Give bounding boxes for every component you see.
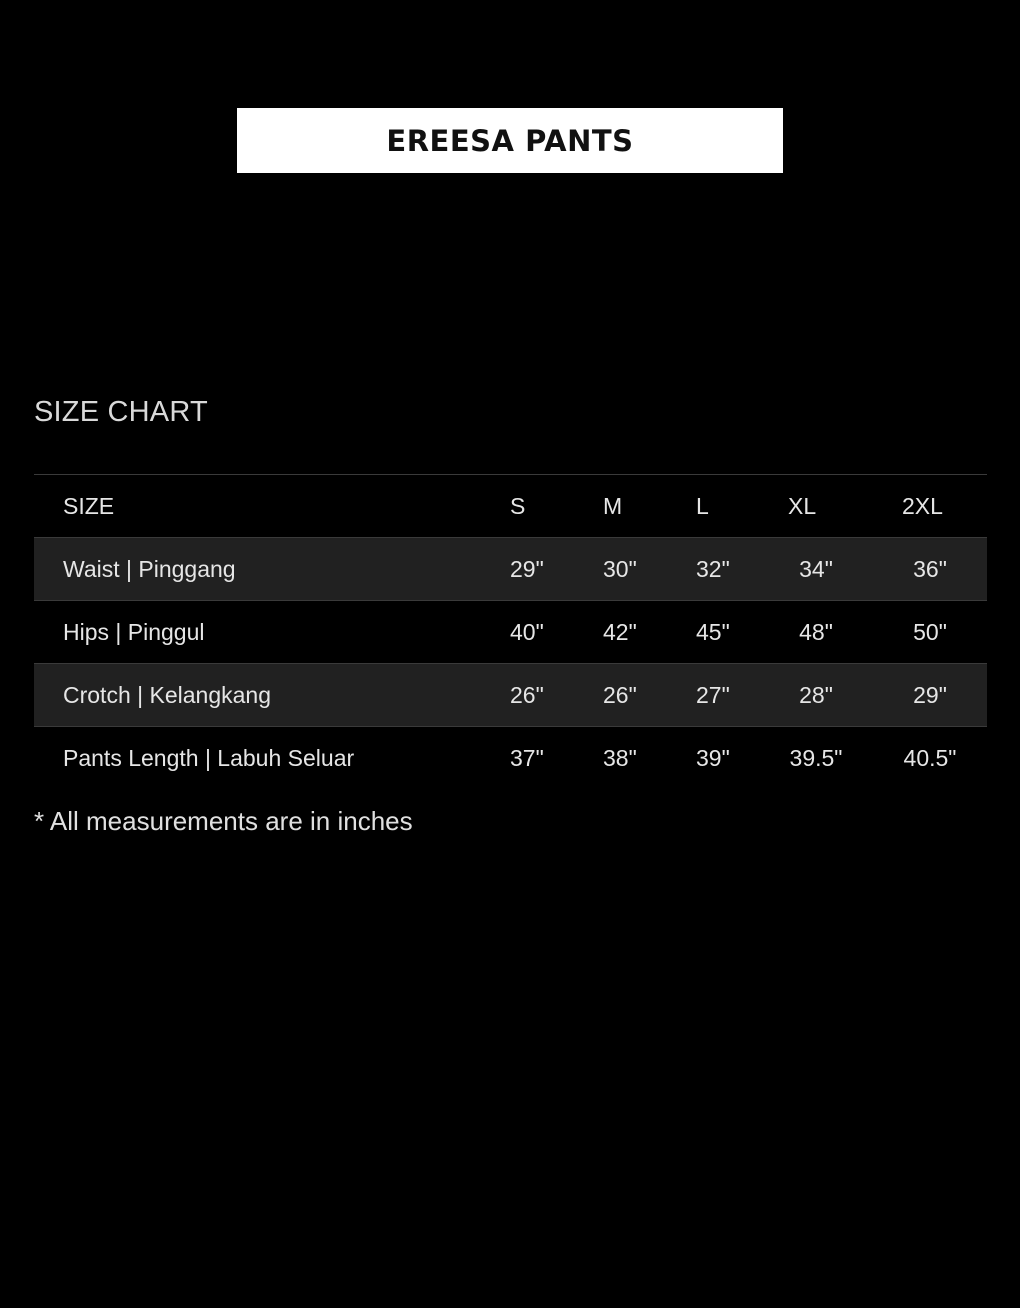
header-xl: XL	[788, 493, 817, 519]
header-m: M	[603, 493, 623, 519]
header-2xl: 2XL	[902, 493, 943, 519]
cell-l: 32"	[696, 556, 730, 582]
measurement-footnote: * All measurements are in inches	[34, 806, 413, 836]
cell-l: 27"	[696, 682, 730, 708]
cell-xl: 48"	[799, 619, 833, 645]
cell-xl: 28"	[799, 682, 833, 708]
page-title: EREESA PANTS	[386, 123, 634, 158]
cell-xl: 34"	[799, 556, 833, 582]
row-label: Waist | Pinggang	[63, 556, 236, 582]
cell-xl: 39.5"	[789, 745, 843, 771]
title-banner	[237, 108, 783, 173]
cell-m: 30"	[603, 556, 637, 582]
header-size: SIZE	[63, 493, 115, 519]
row-label: Crotch | Kelangkang	[63, 682, 271, 708]
table-header-row	[34, 475, 987, 538]
header-s: S	[510, 493, 526, 519]
header-l: L	[696, 493, 709, 519]
cell-s: 29"	[510, 556, 544, 582]
cell-m: 42"	[603, 619, 637, 645]
row-label: Pants Length | Labuh Seluar	[63, 745, 355, 771]
cell-2xl: 36"	[913, 556, 947, 582]
cell-s: 40"	[510, 619, 544, 645]
table-row	[34, 664, 987, 727]
table-row	[34, 727, 987, 790]
cell-s: 37"	[510, 745, 544, 771]
cell-l: 39"	[696, 745, 730, 771]
cell-m: 38"	[603, 745, 637, 771]
cell-2xl: 50"	[913, 619, 947, 645]
cell-2xl: 40.5"	[903, 745, 957, 771]
size-chart-heading: SIZE CHART	[34, 396, 208, 428]
table-row	[34, 538, 987, 601]
table-row	[34, 601, 987, 664]
cell-m: 26"	[603, 682, 637, 708]
size-chart-table	[34, 474, 987, 790]
row-label: Hips | Pinggul	[63, 619, 205, 645]
cell-s: 26"	[510, 682, 544, 708]
cell-2xl: 29"	[913, 682, 947, 708]
cell-l: 45"	[696, 619, 730, 645]
